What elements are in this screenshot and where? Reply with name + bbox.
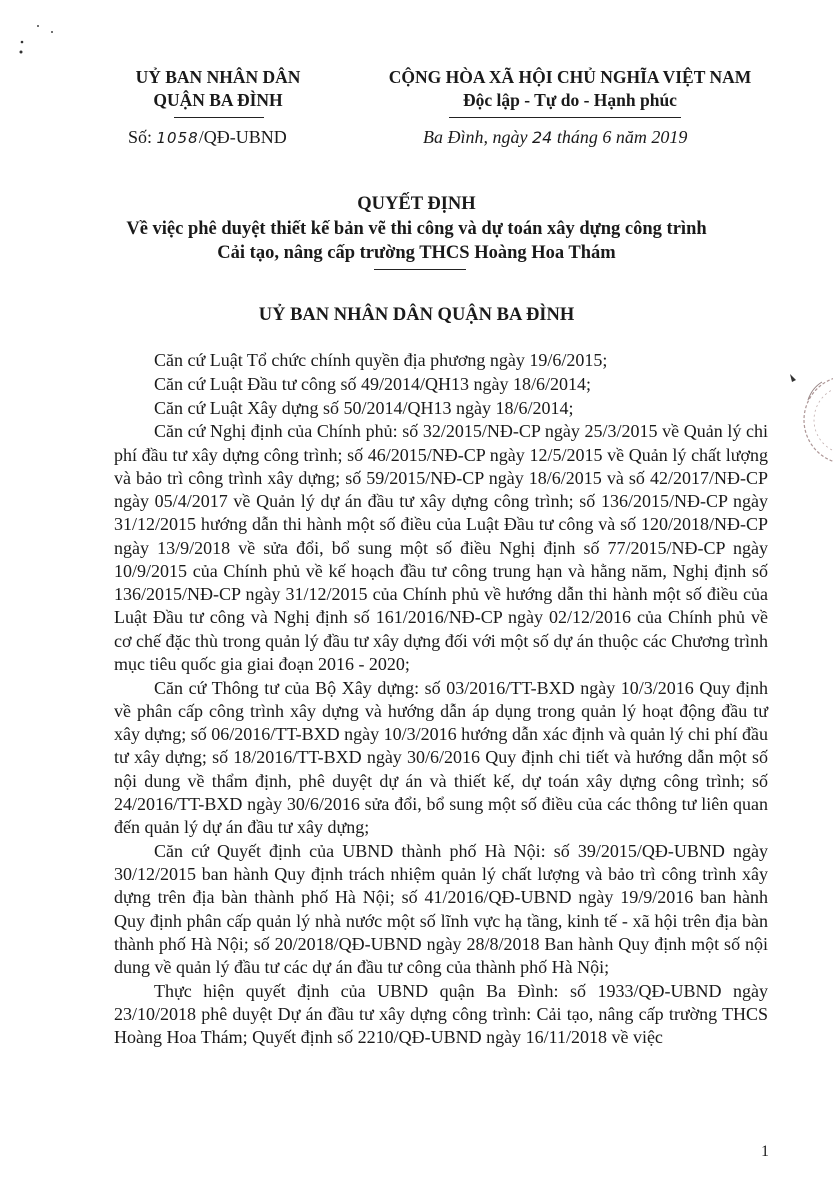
authority-line-1: UỶ BAN NHÂN DÂN — [135, 67, 301, 87]
document-body — [114, 349, 768, 1050]
subject-line-1: Về việc phê duyệt thiết kế bản vẽ thi công và dự toán xây dựng công trình — [126, 219, 707, 239]
motto-underline — [449, 117, 681, 118]
legal-basis-paragraph: Căn cứ Luật Tổ chức chính quyền địa phương ngày 19/6/2015; — [154, 350, 608, 370]
document-date — [423, 125, 687, 150]
issuing-authority-header — [118, 66, 318, 112]
legal-basis-paragraph: Căn cứ Nghị định của Chính phủ: số 32/2015/NĐ-CP ngày 25/3/2015 về Quản lý chi phí đầu tư xây dựng công trình; số 46/2015/NĐ-CP ngày 12/5/2015 về Quản lý chất lượng và bảo trì công trình xây dựng; số 59/2015/NĐ-CP ngày 18/6/2015 và số 42/2017/NĐ-CP ngày 05/4/2017 về Quản lý dự án đầu tư xây dựng công trình; số 136/2015/NĐ-CP ngày 31/12/2015 hướng dẫn thi hành một số điều của Luật Đầu tư công và số 120/2018/NĐ-CP ngày 13/9/2018 về sửa đổi, bổ sung một số điều Nghị định số 77/2015/NĐ-CP ngày 10/9/2015 của Chính phủ về kế hoạch đầu tư công trung hạn và hằng năm, Nghị định số 136/2015/NĐ-CP ngày 31/12/2015 của Chính phủ về hướng dẫn thi hành một số điều của Luật Đầu tư công và Nghị định số 161/2016/NĐ-CP ngày 02/12/2016 của Chính phủ về cơ chế đặc thù trong quản lý đầu tư xây dựng đối với một số dự án thuộc các Chương trình mục tiêu quốc gia giai đoạn 2016 - 2020; — [114, 421, 768, 674]
motto: Độc lập - Tự do - Hạnh phúc — [463, 90, 677, 110]
national-motto-header — [360, 66, 780, 112]
enacting-authority: UỶ BAN NHÂN DÂN QUẬN BA ĐÌNH — [258, 305, 575, 325]
date-prefix: Ba Đình, ngày — [423, 127, 528, 147]
authority-line-2: QUẬN BA ĐÌNH — [153, 90, 283, 110]
decision-subject — [60, 217, 773, 265]
legal-basis-paragraph: Căn cứ Quyết định của UBND thành phố Hà Nội: số 39/2015/QĐ-UBND ngày 30/12/2015 ban hành Quy định trách nhiệm quản lý chất lượng và bảo trì công trình xây dựng trên địa bàn thành phố Hà Nội; số 41/2016/QĐ-UBND ngày 19/9/2016 ban hành Quy định phân cấp quản lý nhà nước một số lĩnh vực hạ tầng, kinh tế - xã hội trên địa bàn thành phố Hà Nội; số 20/2018/QĐ-UBND ngày 28/8/2018 Ban hành Quy định một số nội dung về quản lý đầu tư các dự án đầu tư công của thành phố Hà Nội; — [114, 840, 768, 977]
document-number-suffix: /QĐ-UBND — [198, 127, 287, 147]
legal-basis-paragraph: Căn cứ Luật Xây dựng số 50/2014/QH13 ngày 18/6/2014; — [154, 397, 574, 418]
mark-icon — [788, 372, 802, 386]
subject-line-2: Cải tạo, nâng cấp trường THCS Hoàng Hoa Thám — [217, 243, 616, 263]
document-number-label: Số: — [128, 127, 153, 147]
date-day-handwritten: 24 — [531, 128, 553, 147]
authority-underline — [174, 117, 264, 118]
document-number-handwritten: 1058 — [156, 129, 199, 147]
legal-basis-paragraph: Căn cứ Luật Đầu tư công số 49/2014/QH13 ngày 18/6/2014; — [154, 373, 591, 394]
decision-title: QUYẾT ĐỊNH — [357, 194, 476, 214]
page-number: 1 — [761, 1143, 769, 1160]
document-number — [128, 125, 287, 150]
legal-basis-paragraph: Căn cứ Thông tư của Bộ Xây dựng: số 03/2016/TT-BXD ngày 10/3/2016 Quy định về phân cấp công trình xây dựng và hướng dẫn áp dụng trong quản lý hoạt động đầu tư xây dựng; số 06/2016/TT-BXD ngày 10/3/2016 hướng dẫn xác định và quản lý chi phí đầu tư xây dựng; số 18/2016/TT-BXD ngày 30/6/2016 Quy định chi tiết và hướng dẫn một số nội dung về thẩm định, phê duyệt dự án và thiết kế, dự toán xây dựng công trình; số 24/2016/TT-BXD ngày 30/6/2016 sửa đổi, bổ sung một số điều của các thông tư liên quan đến quản lý dự án đầu tư xây dựng; — [114, 677, 768, 837]
date-suffix: tháng 6 năm 2019 — [556, 127, 688, 147]
legal-basis-paragraph: Thực hiện quyết định của UBND quận Ba Đình: số 1933/QĐ-UBND ngày 23/10/2018 phê duyệt Dự án đầu tư xây dựng công trình: Cải tạo, nâng cấp trường THCS Hoàng Hoa Thám; Quyết định số 2210/QĐ-UBND ngày 16/11/2018 về việc — [114, 980, 768, 1048]
scan-speck-icon — [18, 22, 78, 62]
subject-underline — [374, 269, 466, 270]
country-name: CỘNG HÒA XÃ HỘI CHỦ NGHĨA VIỆT NAM — [388, 67, 752, 87]
